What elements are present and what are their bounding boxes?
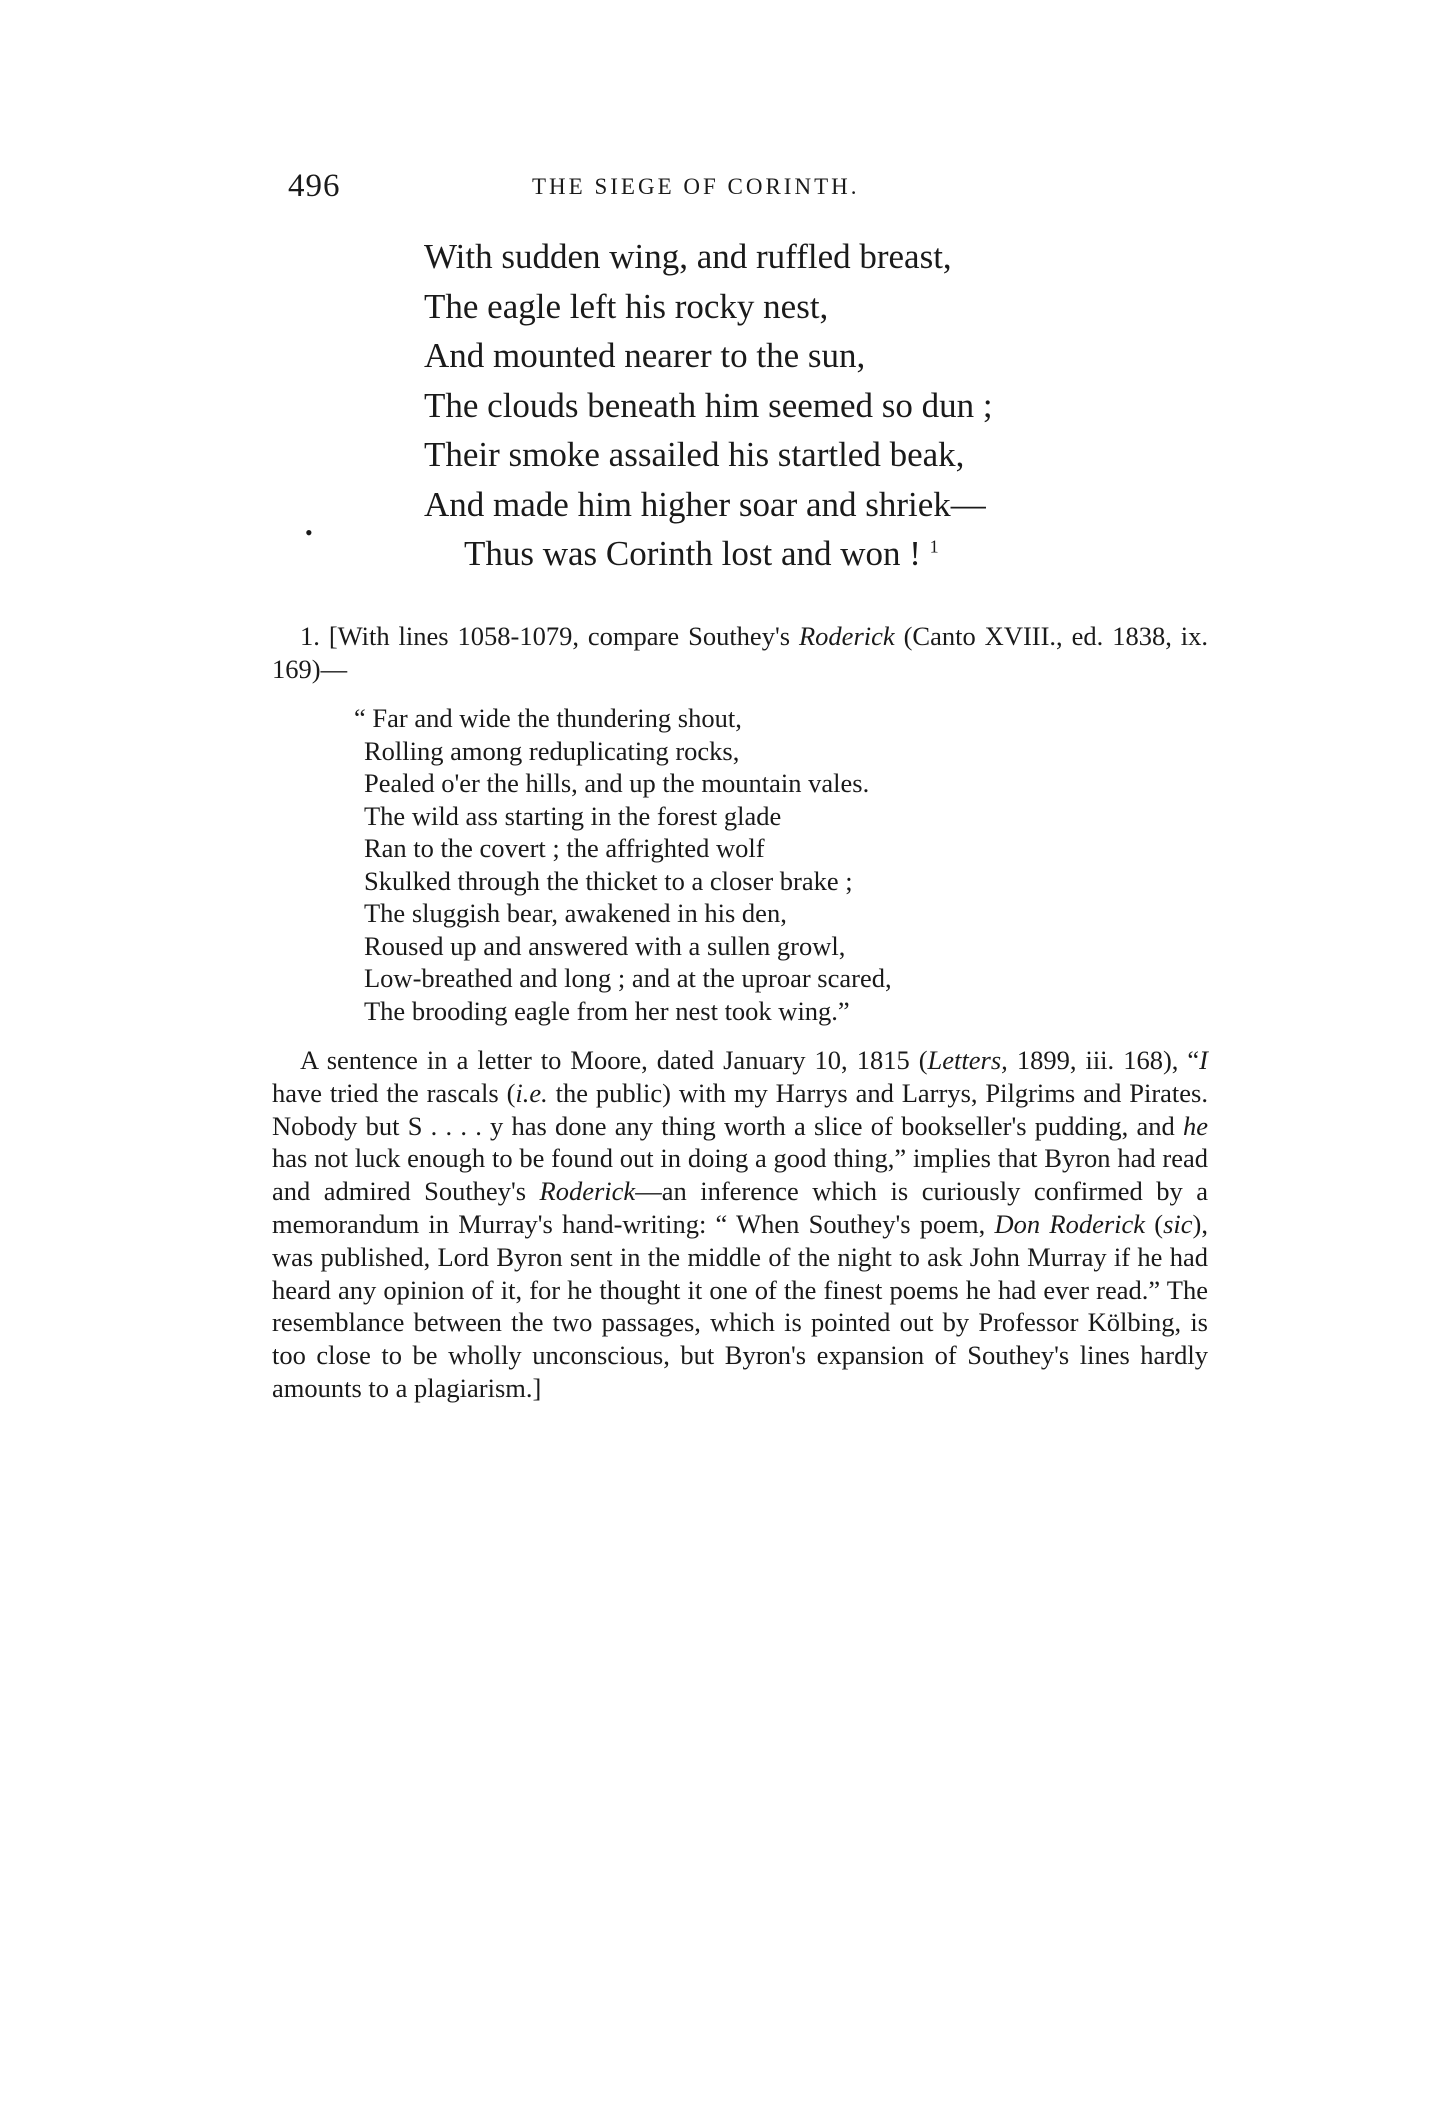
footnote-quotation [354, 702, 892, 1027]
footnote-intro [272, 620, 1208, 686]
footnote-reference: 1 [929, 536, 939, 557]
footnote-number: 1. [300, 621, 320, 651]
footnote-intro-citation: (Canto XVIII., ed. 1838, ix. 169)— [272, 621, 1209, 684]
poem-line: And made him higher soar and shriek— [424, 484, 986, 524]
italic-text: Don Roderick [994, 1208, 1146, 1239]
quote-line: The brooding eagle from her nest took wing.” [364, 995, 850, 1026]
footnote-intro-text: [With lines 1058-1079, compare Southey's [328, 621, 791, 651]
text-run: A sentence in a letter to Moore, dated January 10, 1815 ( [300, 1045, 928, 1075]
footnote-commentary [272, 1044, 1208, 1405]
poem-stanza [424, 232, 993, 579]
text-run: ( [1145, 1208, 1164, 1239]
quote-line: Pealed o'er the hills, and up the mountain vales. [364, 768, 870, 798]
text-run: the public) with my Harrys and Larrys, Pilgrims and Pirates. Nobody but S . . . . y has done any thing worth a slice of bookseller's pudding, and [272, 1077, 1208, 1141]
italic-text: I [1199, 1045, 1208, 1075]
work-title: Roderick [799, 621, 895, 651]
poem-line: The eagle left his rocky nest, [424, 286, 829, 326]
italic-text: he [1182, 1110, 1208, 1141]
quote-line: Low-breathed and long ; and at the uproar scared, [364, 963, 892, 993]
quote-line: Skulked through the thicket to a closer brake ; [364, 865, 853, 896]
margin-mark: • [305, 520, 313, 545]
poem-line: The clouds beneath him seemed so dun ; [424, 385, 993, 425]
quote-line: The wild ass starting in the forest glade [364, 800, 782, 831]
quote-line: Rolling among reduplicating rocks, [364, 735, 740, 766]
italic-text: Letters, [927, 1045, 1008, 1075]
quote-line: “ Far and wide the thundering shout, [354, 703, 742, 733]
poem-line: Their smoke assailed his startled beak, [424, 435, 965, 474]
poem-last-line [424, 529, 993, 579]
poem-line: And mounted nearer to the sun, [424, 336, 866, 375]
running-head: THE SIEGE OF CORINTH. [532, 174, 860, 199]
italic-text: Roderick [539, 1176, 636, 1207]
text-run: 1899, iii. 168), “ [1007, 1045, 1200, 1075]
text-run: ), was published, Lord Byron sent in the middle of the night to ask John Murray if he had heard any opinion of it, for he thought it one of the finest poems he had ever read.” The resemblance between the two passages, which is pointed out by Professor Kölbing, is too close to be wholly unconscious, but Byron's expansion of Southey's lines hardly amounts to a plagiarism.] [272, 1208, 1208, 1403]
text-run: —an inference which is curiously confirmed by a memorandum in Murray's hand-writing: “ When Southey's poem, [272, 1176, 1208, 1239]
italic-text: sic [1163, 1208, 1193, 1239]
quote-line: Ran to the covert ; the affrighted wolf [364, 833, 765, 863]
page-number: 496 [288, 168, 341, 204]
text-run: has not luck enough to be found out in doing a good thing,” implies that Byron had read and admired Southey's [272, 1143, 1208, 1207]
poem-last-line-text: Thus was Corinth lost and won ! [464, 534, 921, 573]
quote-line: The sluggish bear, awakened in his den, [364, 898, 787, 928]
quote-line: Roused up and answered with a sullen growl, [364, 930, 846, 961]
poem-line: With sudden wing, and ruffled breast, [424, 237, 952, 276]
text-run: have tried the rascals ( [272, 1077, 516, 1108]
italic-text: i.e. [515, 1077, 548, 1108]
